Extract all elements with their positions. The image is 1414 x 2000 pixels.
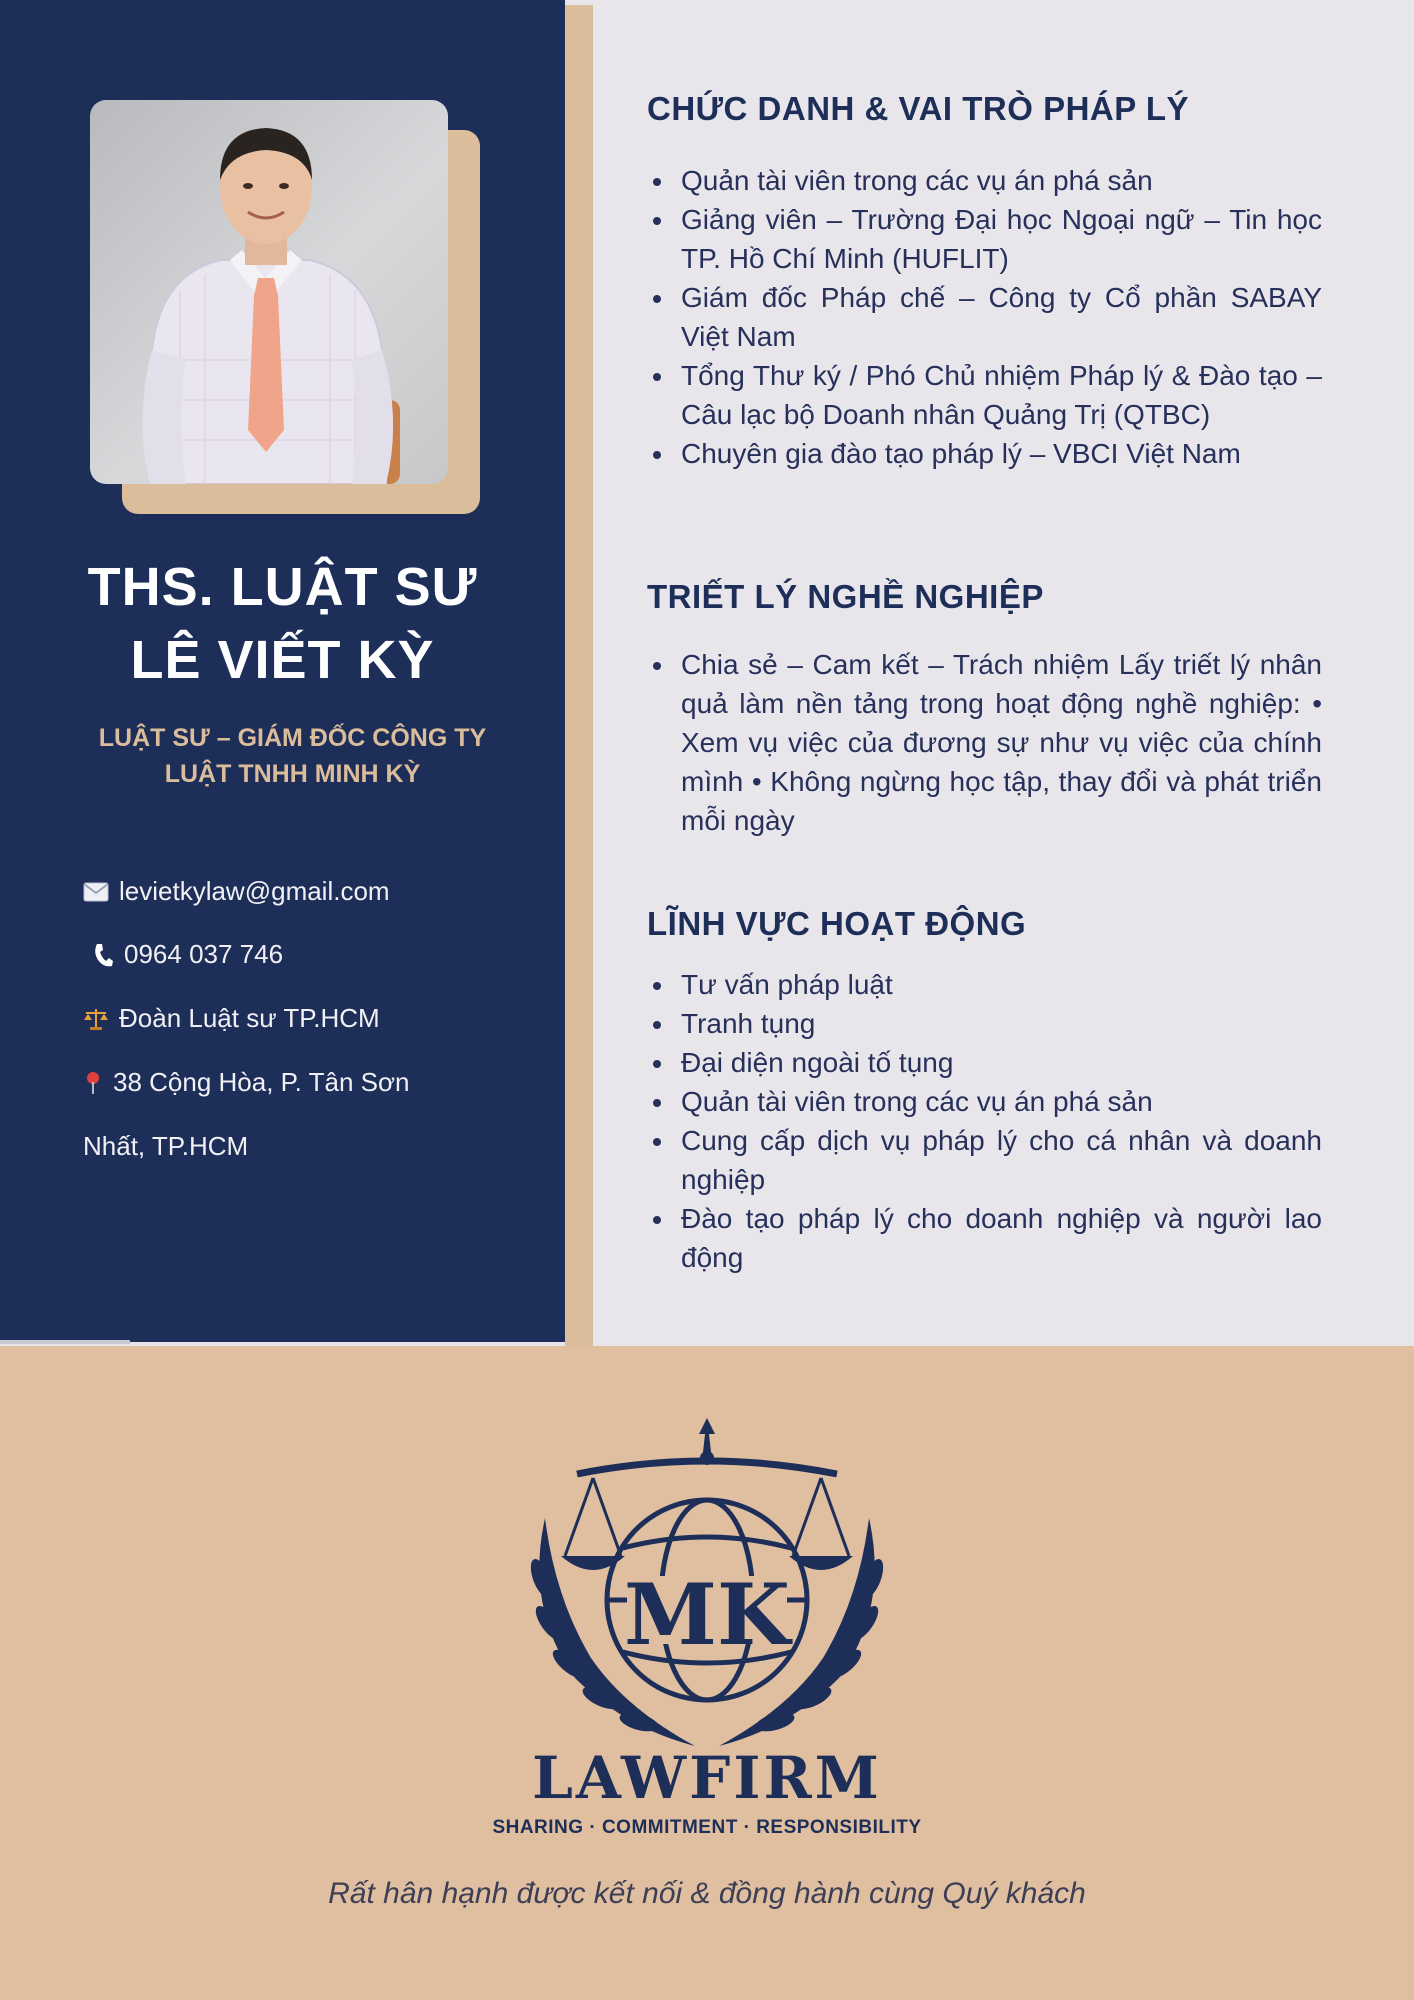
contact-bar-association [83,1003,380,1034]
contact-phone[interactable] [92,939,283,970]
phone-text[interactable]: 0964 037 746 [124,939,284,969]
divider [0,1340,130,1344]
scales-icon [83,1007,109,1031]
list-item: Cung cấp dịch vụ pháp lý cho cá nhân và doanh nghiệp [681,1121,1322,1199]
roles-heading: CHỨC DANH & VAI TRÒ PHÁP LÝ [647,90,1190,127]
brand-name: LAWFIRM [532,1744,882,1812]
brand-tagline: SHARING · COMMITMENT · RESPONSIBILITY [492,1817,922,1838]
job-title-line-2: LUẬT TNHH MINH KỲ [164,760,421,788]
roles-list [681,161,1322,473]
name-line-2: LÊ VIẾT KỲ [130,630,435,690]
list-item: Chia sẻ – Cam kết – Trách nhiệm Lấy triết lý nhân quả làm nền tảng trong hoạt động nghề nghiệp: • Xem vụ việc của đương sự như vụ việc của chính mình • Không ngừng học tập, thay đổi và phát triển mỗi ngày [681,645,1322,840]
profile-photo [90,100,448,484]
contact-address [83,1067,410,1098]
list-item: Chuyên gia đào tạo pháp lý – VBCI Việt Nam [681,434,1322,473]
contact-email[interactable] [83,876,390,907]
list-item: Giám đốc Pháp chế – Công ty Cổ phần SABAY Việt Nam [681,278,1322,356]
list-item: Giảng viên – Trường Đại học Ngoại ngữ – Tin học TP. Hồ Chí Minh (HUFLIT) [681,200,1322,278]
philosophy-list [681,645,1322,840]
list-item: Tranh tụng [681,1004,1322,1043]
lawfirm-logo [505,1408,909,1788]
address-line-2: Nhất, TP.HCM [83,1131,249,1161]
address-line-1: 38 Cộng Hòa, P. Tân Sơn [113,1067,410,1097]
job-title-line-1: LUẬT SƯ – GIÁM ĐỐC CÔNG TY [98,724,487,752]
email-text[interactable]: levietkylaw@gmail.com [119,876,390,906]
bar-association-text: Đoàn Luật sư TP.HCM [119,1003,380,1033]
closing-message: Rất hân hạnh được kết nối & đồng hành cùng Quý khách [328,1877,1086,1910]
phone-icon [92,942,114,968]
list-item: Đào tạo pháp lý cho doanh nghiệp và người lao động [681,1199,1322,1277]
list-item: Đại diện ngoài tố tụng [681,1043,1322,1082]
practice-list [681,965,1322,1277]
sidebar-accent-bar [565,5,593,1347]
profile-photo-frame [90,100,482,514]
list-item: Quản tài viên trong các vụ án phá sản [681,1082,1322,1121]
pin-icon [83,1070,103,1096]
logo-letters: MK [624,1565,790,1664]
profile-sidebar [0,0,565,1342]
name-line-1: THS. LUẬT SƯ [87,557,478,617]
envelope-icon [83,882,109,902]
list-item: Tư vấn pháp luật [681,965,1322,1004]
practice-heading: LĨNH VỰC HOẠT ĐỘNG [647,905,1027,942]
list-item: Quản tài viên trong các vụ án phá sản [681,161,1322,200]
philosophy-heading: TRIẾT LÝ NGHỀ NGHIỆP [647,578,1044,615]
list-item: Tổng Thư ký / Phó Chủ nhiệm Pháp lý & Đào tạo – Câu lạc bộ Doanh nhân Quảng Trị (QTBC) [681,356,1322,434]
